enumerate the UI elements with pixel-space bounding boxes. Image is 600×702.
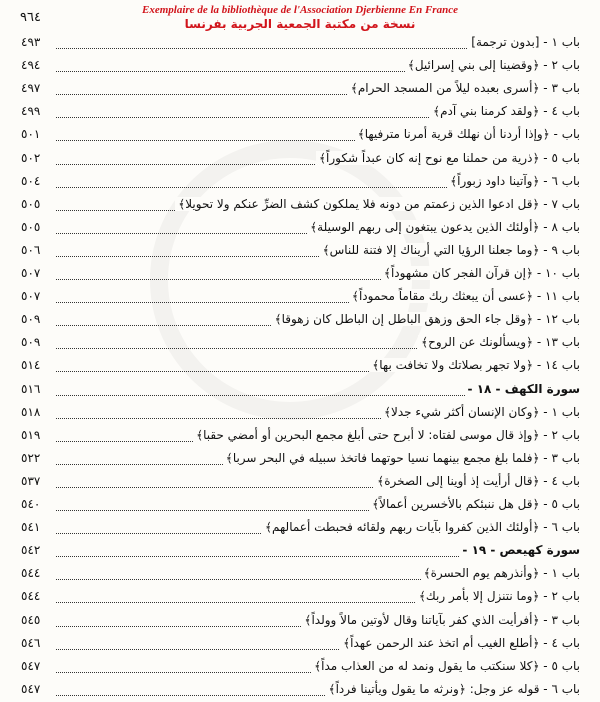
toc-entry-page: ٥٠٧ bbox=[18, 289, 43, 303]
toc-entry-title: باب ٢ - ﴿وقضينا إلى بني إسرائيل﴾ bbox=[405, 58, 583, 72]
toc-entry-page: ٥٠٩ bbox=[18, 335, 43, 349]
toc-entry-page: ٥٠٦ bbox=[18, 243, 43, 257]
toc-entry-row bbox=[18, 265, 583, 286]
toc-entry-title: باب ٣ - ﴿أفرأيت الذي كفر بآياتنا وقال لأوتين مالاً وولداً﴾ bbox=[301, 613, 583, 627]
toc-entry-page: ٥٣٧ bbox=[18, 474, 43, 488]
toc-entry-title: باب ١٣ - ﴿ويسألونك عن الروح﴾ bbox=[418, 335, 583, 349]
toc-entry-row bbox=[18, 681, 583, 702]
toc-entry-row bbox=[18, 519, 583, 540]
toc-entry-title: باب ٣ - ﴿فلما بلغ مجمع بينهما نسيا حوتهما فاتخذ سبيله في البحر سربا﴾ bbox=[223, 451, 583, 465]
toc-entry-title: باب ٢ - ﴿وما نتنزل إلا بأمر ربك﴾ bbox=[416, 589, 583, 603]
toc-entry-page: ٥٠٥ bbox=[18, 220, 43, 234]
toc-entry-row bbox=[18, 450, 583, 471]
toc-entry-row bbox=[18, 173, 583, 194]
toc-entry-page: ٥١٩ bbox=[18, 428, 43, 442]
toc-entry-row bbox=[18, 565, 583, 586]
toc-entry-title: باب ٣ - ﴿أسرى بعبده ليلاً من المسجد الحرام﴾ bbox=[348, 81, 583, 95]
toc-entry-title: باب - ﴿وإذا أردنا أن نهلك قرية أمرنا مترفيها﴾ bbox=[355, 127, 583, 141]
toc-entry-row bbox=[18, 126, 583, 147]
toc-entry-page: ٥٤٤ bbox=[18, 589, 43, 603]
toc-entry-title: باب ١ - ﴿وأنذرهم يوم الحسرة﴾ bbox=[421, 566, 583, 580]
toc-entry-page: ٥٤١ bbox=[18, 520, 43, 534]
library-header-french: Exemplaire de la bibliothèque de l'Association Djerbienne En France bbox=[142, 4, 458, 16]
toc-entry-page: ٥٤٦ bbox=[18, 636, 43, 650]
toc-entry-page: ٤٩٩ bbox=[18, 104, 43, 118]
toc-entry-page: ٤٩٤ bbox=[18, 58, 43, 72]
toc-entry-page: ٥٤٤ bbox=[18, 566, 43, 580]
toc-entry-row bbox=[18, 57, 583, 78]
toc-entry-title: باب ٩ - ﴿وما جعلنا الرؤيا التي أريناك إلا فتنة للناس﴾ bbox=[320, 243, 583, 257]
toc-entry-title: باب ٦ - قوله عز وجل: ﴿ونرثه ما يقول ويأتينا فرداً﴾ bbox=[326, 682, 583, 696]
toc-entry-row bbox=[18, 473, 583, 494]
toc-entry-row bbox=[18, 196, 583, 217]
toc-entry-page: ٥٠٩ bbox=[18, 312, 43, 326]
toc-entry-title: باب ٤ - ﴿أطلع الغيب أم اتخذ عند الرحمن عهداً﴾ bbox=[340, 636, 583, 650]
toc-entry-title: باب ١١ - ﴿عسى أن يبعثك ربك مقاماً محموداً﴾ bbox=[349, 289, 583, 303]
toc-entry-page: ٥١٤ bbox=[18, 358, 43, 372]
toc-entry-page: ٥٤٥ bbox=[18, 613, 43, 627]
toc-entry-row bbox=[18, 34, 583, 55]
toc-entry-title: باب ١ - [بدون ترجمة] bbox=[468, 35, 583, 49]
toc-entry-title: باب ١ - ﴿وكان الإنسان أكثر شيء جدلا﴾ bbox=[381, 405, 583, 419]
toc-entry-page: ٥٠٥ bbox=[18, 197, 43, 211]
toc-entry-title: باب ٦ - ﴿وآتينا داود زبوراً﴾ bbox=[447, 174, 583, 188]
toc-entry-page: ٥٤٠ bbox=[18, 497, 43, 511]
toc-entry-page: ٥٠١ bbox=[18, 127, 43, 141]
sura-heading-row bbox=[18, 381, 583, 402]
toc-entry-title: سورة الكهف - ١٨ - bbox=[465, 382, 583, 396]
toc-entry-page: ٤٩٣ bbox=[18, 35, 43, 49]
toc-entry-row bbox=[18, 427, 583, 448]
toc-entry-title: باب ٥ - ﴿قل هل ننبئكم بالأخسرين أعمالاً﴾ bbox=[369, 497, 583, 511]
toc-entry-row bbox=[18, 219, 583, 240]
page-number: ٩٦٤ bbox=[20, 10, 41, 25]
toc-entry-row bbox=[18, 150, 583, 171]
toc-entry-row bbox=[18, 635, 583, 656]
toc-entry-row bbox=[18, 658, 583, 679]
toc-entry-row bbox=[18, 242, 583, 263]
toc-entry-row bbox=[18, 612, 583, 633]
toc-entry-row bbox=[18, 496, 583, 517]
toc-entry-page: ٥١٦ bbox=[18, 382, 43, 396]
toc-entry-row bbox=[18, 311, 583, 332]
toc-entry-row bbox=[18, 103, 583, 124]
toc-entry-title: باب ٥ - ﴿كلا سنكتب ما يقول ونمد له من العذاب مداً﴾ bbox=[311, 659, 583, 673]
toc-entry-title: باب ١٠ - ﴿إن قرآن الفجر كان مشهوداً﴾ bbox=[381, 266, 583, 280]
toc-entry-row bbox=[18, 334, 583, 355]
toc-entry-row bbox=[18, 288, 583, 309]
library-header-arabic: نسخة من مكتبة الجمعية الجربية بفرنسا bbox=[184, 17, 416, 31]
toc-entry-title: باب ٤ - ﴿قال أرأيت إذ أوينا إلى الصخرة﴾ bbox=[374, 474, 583, 488]
toc-entry-title: باب ٦ - ﴿أولئك الذين كفروا بآيات ربهم ولقائه فحبطت أعمالهم﴾ bbox=[262, 520, 583, 534]
toc-entry-page: ٥٠٢ bbox=[18, 151, 43, 165]
toc-entry-title: سورة كهيعص - ١٩ - bbox=[459, 543, 583, 557]
toc-entry-row bbox=[18, 80, 583, 101]
library-header bbox=[0, 2, 600, 32]
toc-entry-page: ٥٢٢ bbox=[18, 451, 43, 465]
toc-entry-row bbox=[18, 404, 583, 425]
toc-entry-page: ٥٠٤ bbox=[18, 174, 43, 188]
toc-entry-page: ٥٤٢ bbox=[18, 543, 43, 557]
toc-entry-title: باب ٢ - ﴿وإذ قال موسى لفتاه: لا أبرح حتى أبلغ مجمع البحرين أو أمضي حقبا﴾ bbox=[193, 428, 583, 442]
toc-entry-title: باب ٥ - ﴿ذرية من حملنا مع نوح إنه كان عبداً شكوراً﴾ bbox=[316, 151, 583, 165]
toc-entry-title: باب ٨ - ﴿أولئك الذين يدعون يبتغون إلى ربهم الوسيلة﴾ bbox=[307, 220, 583, 234]
toc-entry-title: باب ٧ - ﴿قل ادعوا الذين زعمتم من دونه فلا يملكون كشف الضرِّ عنكم ولا تحويلا﴾ bbox=[175, 197, 583, 211]
toc-entry-page: ٤٩٧ bbox=[18, 81, 43, 95]
toc-entry-page: ٥٠٧ bbox=[18, 266, 43, 280]
toc-entry-page: ٥٤٧ bbox=[18, 682, 43, 696]
toc-entry-page: ٥١٨ bbox=[18, 405, 43, 419]
toc-entry-row bbox=[18, 588, 583, 609]
sura-heading-row bbox=[18, 542, 583, 563]
toc-entry-row bbox=[18, 357, 583, 378]
toc-entry-title: باب ١٤ - ﴿ولا تجهر بصلاتك ولا تخافت بها﴾ bbox=[369, 358, 583, 372]
toc-entry-title: باب ٤ - ﴿ولقد كرمنا بني آدم﴾ bbox=[430, 104, 583, 118]
toc-entry-page: ٥٤٧ bbox=[18, 659, 43, 673]
toc-entry-title: باب ١٢ - ﴿وقل جاء الحق وزهق الباطل إن الباطل كان زهوقا﴾ bbox=[272, 312, 583, 326]
